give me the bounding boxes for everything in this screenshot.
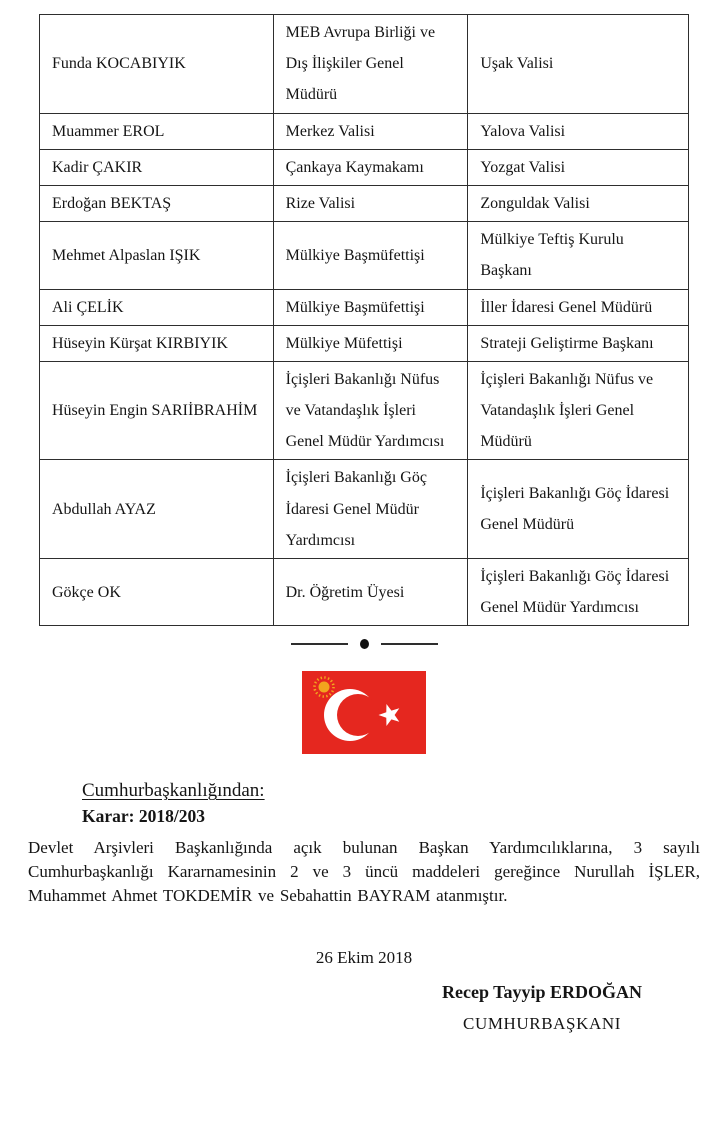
appointee-name: Muammer EROL <box>40 113 274 149</box>
new-position: İçişleri Bakanlığı Nüfus ve Vatandaşlık İşleri Genel Müdürü <box>468 361 689 460</box>
new-position: Mülkiye Teftiş Kurulu Başkanı <box>468 222 689 289</box>
former-position: Mülkiye Başmüfettişi <box>273 289 468 325</box>
appointee-name: Abdullah AYAZ <box>40 460 274 559</box>
separator-line <box>291 643 348 645</box>
new-position: İçişleri Bakanlığı Göç İdaresi Genel Müdürü <box>468 460 689 559</box>
former-position: MEB Avrupa Birliği ve Dış İlişkiler Genel Müdürü <box>273 15 468 114</box>
appointment-row <box>40 361 689 460</box>
new-position: İller İdaresi Genel Müdürü <box>468 289 689 325</box>
appointment-row <box>40 113 689 149</box>
sun-emblem-icon <box>319 682 330 693</box>
appointee-name: Kadir ÇAKIR <box>40 149 274 185</box>
new-position: İçişleri Bakanlığı Göç İdaresi Genel Müdür Yardımcısı <box>468 559 689 626</box>
new-position: Zonguldak Valisi <box>468 185 689 221</box>
new-position: Yalova Valisi <box>468 113 689 149</box>
new-position: Uşak Valisi <box>468 15 689 114</box>
decree-issuer-heading: Cumhurbaşkanlığından: <box>82 780 265 802</box>
signatory-title: CUMHURBAŞKANI <box>463 1013 621 1033</box>
decree-number: Karar: 2018/203 <box>82 806 205 827</box>
former-position: Dr. Öğretim Üyesi <box>273 559 468 626</box>
appointments-table <box>39 14 689 626</box>
appointee-name: Hüseyin Kürşat KIRBIYIK <box>40 325 274 361</box>
appointment-row <box>40 559 689 626</box>
appointee-name: Hüseyin Engin SARIİBRAHİM <box>40 361 274 460</box>
section-separator <box>0 639 728 649</box>
turkish-presidential-flag-icon <box>302 671 426 754</box>
appointee-name: Gökçe OK <box>40 559 274 626</box>
former-position: Rize Valisi <box>273 185 468 221</box>
appointment-row <box>40 222 689 289</box>
former-position: Çankaya Kaymakamı <box>273 149 468 185</box>
signature-block <box>392 982 692 1034</box>
bullet-dot-icon <box>360 639 369 649</box>
former-position: İçişleri Bakanlığı Göç İdaresi Genel Müdür Yardımcısı <box>273 460 468 559</box>
new-position: Strateji Geliştirme Başkanı <box>468 325 689 361</box>
appointee-name: Erdoğan BEKTAŞ <box>40 185 274 221</box>
appointment-row <box>40 460 689 559</box>
decree-date: 26 Ekim 2018 <box>315 947 413 967</box>
former-position: Mülkiye Başmüfettişi <box>273 222 468 289</box>
decree-body-text: Devlet Arşivleri Başkanlığında açık bulunan Başkan Yardımcılıklarına, 3 sayılı Cumhurbaşkanlığı Kararnamesinin 2 ve 3 üncü maddeleri gereğince Nurullah İŞLER, Muhammet Ahmet TOKDEMİR ve Sebahattin BAYRAM atanmıştır. <box>28 838 700 905</box>
appointment-row <box>40 325 689 361</box>
appointee-name: Funda KOCABIYIK <box>40 15 274 114</box>
former-position: Mülkiye Müfettişi <box>273 325 468 361</box>
appointments-table-wrap <box>39 14 689 626</box>
signatory-name: Recep Tayyip ERDOĞAN <box>441 981 643 1002</box>
separator-line <box>381 643 438 645</box>
former-position: Merkez Valisi <box>273 113 468 149</box>
appointment-row <box>40 185 689 221</box>
flag-container <box>0 671 728 754</box>
new-position: Yozgat Valisi <box>468 149 689 185</box>
former-position: İçişleri Bakanlığı Nüfus ve Vatandaşlık İşleri Genel Müdür Yardımcısı <box>273 361 468 460</box>
appointment-row <box>40 149 689 185</box>
appointee-name: Mehmet Alpaslan IŞIK <box>40 222 274 289</box>
appointee-name: Ali ÇELİK <box>40 289 274 325</box>
crescent-inner <box>337 694 379 736</box>
appointment-row <box>40 289 689 325</box>
appointment-row <box>40 15 689 114</box>
